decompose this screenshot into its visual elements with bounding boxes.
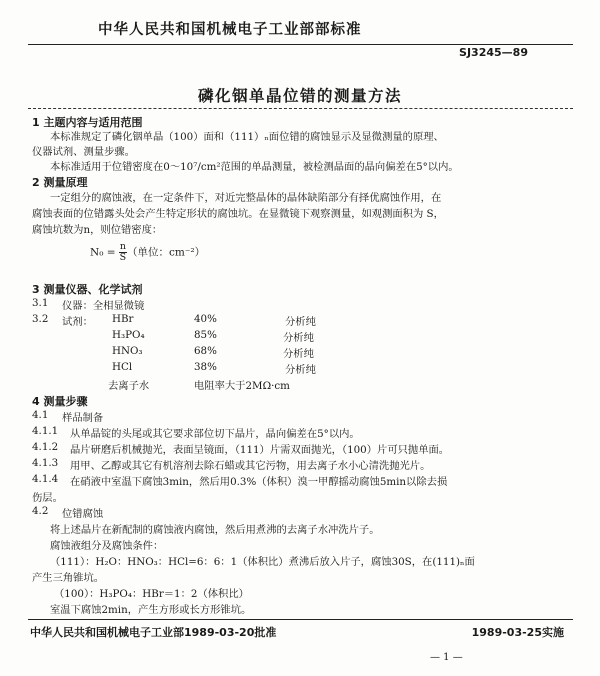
reagent-grade: 分析纯 — [285, 364, 316, 376]
item-3-2-label: 试剂： — [62, 316, 93, 328]
section-2-heading: 2 测量原理 — [32, 176, 88, 189]
item-4-1-2-text: 晶片研磨后机械抛光，表面呈镜面，（111）片需双面抛光，（100）片可只抛单面。 — [70, 444, 450, 456]
reagent-concentration: 38% — [194, 361, 217, 373]
item-4-1-number: 4.1 — [32, 409, 49, 421]
deionized-water-spec: 电阻率大于2MΩ·cm — [194, 380, 290, 392]
section-4-line-b: 腐蚀液组分及腐蚀条件： — [50, 540, 164, 552]
reagent-name: H₃PO₄ — [112, 329, 145, 341]
formula-units: （单位：cm⁻²） — [127, 246, 206, 259]
dislocation-density-formula — [90, 242, 205, 263]
item-4-1-4-number: 4.1.4 — [32, 473, 59, 485]
item-4-1-text: 样品制备 — [62, 412, 104, 424]
item-4-2-text: 位错腐蚀 — [62, 508, 104, 520]
section-1-para1-line2: 仪器试剂、测量步骤。 — [32, 146, 135, 158]
section-1-heading: 1 主题内容与适用范围 — [32, 116, 143, 129]
footer-rule — [28, 619, 573, 620]
formula-numerator: n — [119, 241, 126, 252]
item-4-1-1-number: 4.1.1 — [32, 425, 59, 437]
section-4-line-e: （100）：H₃PO₄：HBr＝1：2（体积比） — [54, 588, 249, 600]
deionized-water-name: 去离子水 — [108, 380, 150, 392]
item-3-1-text: 仪器：全相显微镜 — [62, 300, 145, 312]
standard-number: SJ3245—89 — [459, 46, 528, 59]
item-4-1-1-text: 从单晶锭的头尾或其它要求部位切下晶片，晶向偏差在5°以内。 — [70, 428, 360, 440]
page-number: — 1 — — [430, 652, 463, 663]
section-3-heading: 3 测量仪器、化学试剂 — [32, 283, 143, 296]
reagent-grade: 分析纯 — [283, 332, 314, 344]
section-1-para2: 本标准适用于位错密度在0～10⁷/cm²范围的单晶测量，被检测晶面的晶向偏差在5°以内。 — [50, 161, 459, 173]
document-title: 磷化铟单晶位错的测量方法 — [197, 87, 402, 105]
header-rule — [28, 44, 573, 45]
reagent-name: HNO₃ — [112, 345, 143, 357]
item-3-2-number: 3.2 — [32, 313, 49, 325]
reagent-grade: 分析纯 — [285, 316, 316, 328]
section-4-line-f: 室温下腐蚀2min，产生方形或长方形锥坑。 — [50, 604, 252, 616]
reagent-concentration: 40% — [194, 313, 217, 325]
ministry-standard-header: 中华人民共和国机械电子工业部部标准 — [98, 22, 362, 38]
item-4-1-2-number: 4.1.2 — [32, 441, 59, 453]
item-4-1-3-number: 4.1.3 — [32, 457, 59, 469]
section-2-line2: 腐蚀表面的位错露头处会产生特定形状的腐蚀坑。在显微镜下观察测量，如观测面积为 S， — [32, 208, 444, 220]
section-2-line3: 腐蚀坑数为n，则位错密度： — [32, 224, 163, 236]
item-4-1-4-line2: 伤层。 — [32, 492, 63, 504]
section-4-line-d: 产生三角锥坑。 — [32, 572, 105, 584]
formula-fraction — [119, 242, 127, 263]
item-4-2-number: 4.2 — [32, 505, 49, 517]
section-4-line-a: 将上述晶片在新配制的腐蚀液内腐蚀，然后用煮沸的去离子水冲洗片子。 — [50, 524, 380, 536]
section-2-line1: 一定组分的腐蚀液，在一定条件下，对近完整晶体的晶体缺陷部分有择优腐蚀作用，在 — [50, 192, 442, 204]
reagent-name: HCl — [112, 361, 133, 373]
reagent-concentration: 85% — [194, 329, 217, 341]
section-1-para1-line1: 本标准规定了磷化铟单晶（100）面和（111）ₙ面位错的腐蚀显示及显微测量的原理、 — [50, 131, 444, 143]
section-4-line-c: （111）：H₂O：HNO₃：HCl=6：6：1（体积比）煮沸后放入片子，腐蚀30S，在(111)ₙ面 — [50, 556, 475, 568]
item-3-1-number: 3.1 — [32, 297, 49, 309]
approval-line: 中华人民共和国机械电子工业部1989-03-20批准 — [30, 626, 277, 639]
formula-lhs: N₀ = — [90, 246, 119, 259]
implementation-date: 1989-03-25实施 — [471, 626, 564, 639]
formula-denominator: S — [119, 252, 127, 263]
section-4-heading: 4 测量步骤 — [32, 395, 88, 408]
title-rule — [28, 108, 573, 109]
item-4-1-4-line1: 在硝液中室温下腐蚀3min，然后用0.3%（体积）溴一甲醇摇动腐蚀5min以除去损 — [70, 476, 448, 488]
reagent-concentration: 68% — [194, 345, 217, 357]
reagent-name: HBr — [112, 313, 134, 325]
reagent-grade: 分析纯 — [283, 348, 314, 360]
item-4-1-3-text: 用甲、乙醇或其它有机溶剂去除石蜡或其它污物，用去离子水小心清洗抛光片。 — [70, 460, 431, 472]
